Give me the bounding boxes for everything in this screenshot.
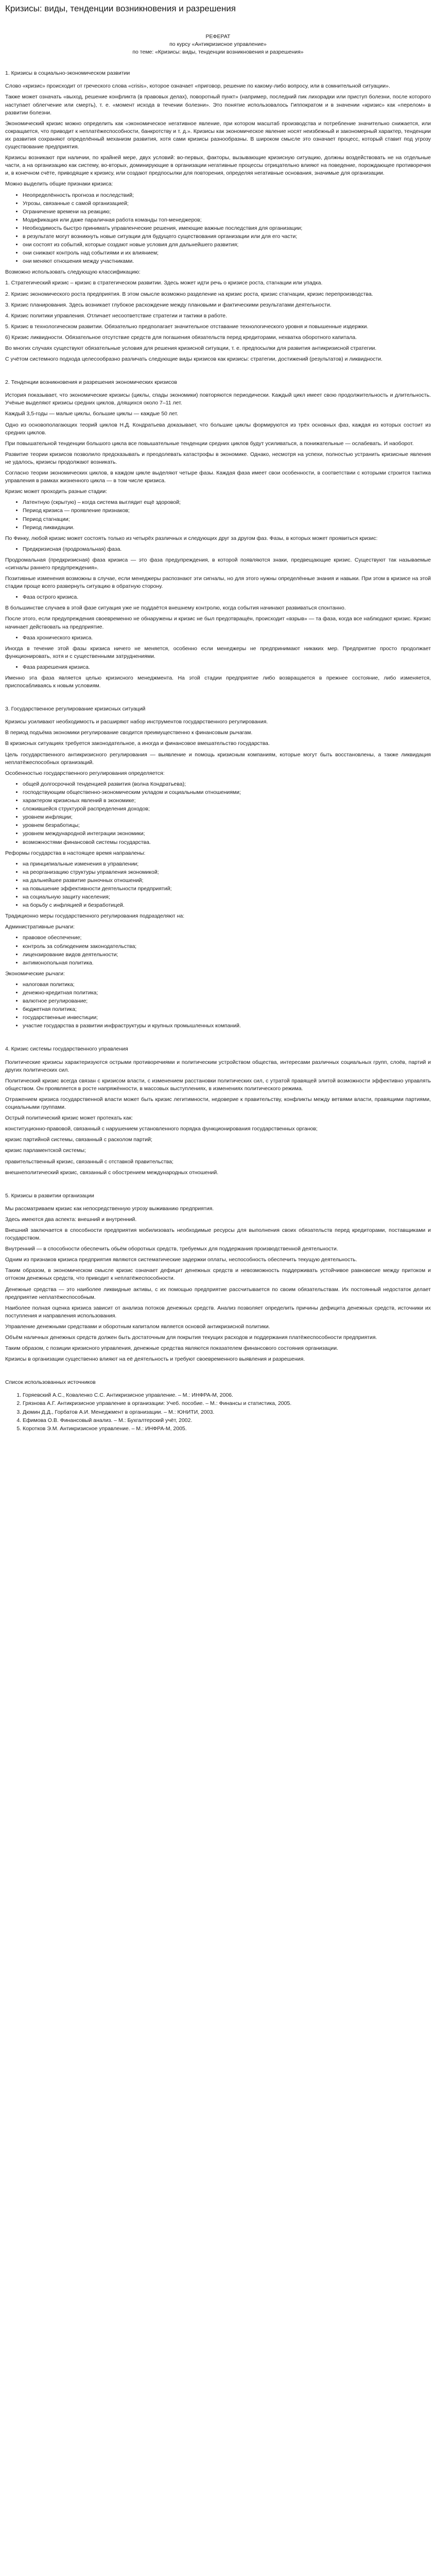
list-item: • Период кризиса — проявление признаков; bbox=[23, 507, 431, 515]
list-item: • Период стагнации; bbox=[23, 516, 431, 523]
paragraph: 3. Кризис планирования. Здесь возникает глубокое расхождение между плановыми и фактическими результатами деятельности. bbox=[5, 301, 332, 308]
list-item: • характером кризисных явлений в экономике; bbox=[23, 797, 431, 805]
list-item: • антимонопольная политика. bbox=[23, 959, 431, 967]
paragraph: В кризисных ситуациях требуется законодательное, а иногда и финансовое вмешательство государства. bbox=[5, 740, 270, 747]
bullet-list bbox=[5, 499, 431, 531]
bullet-list bbox=[5, 192, 431, 266]
list-item: • Период ликвидации. bbox=[23, 524, 431, 532]
list-item: • общей долгосрочной тенденцией развития (волна Кондратьева); bbox=[23, 781, 431, 788]
list-item: • Фаза острого кризиса. bbox=[23, 594, 431, 601]
list-item: • на социальную защиту населения; bbox=[23, 893, 431, 901]
list-item: • Модификация или даже параличная работа команды топ-менеджеров; bbox=[23, 216, 431, 224]
paragraph: 2. Кризис экономического роста предприятия. В этом смысле возможно разделение на кризис роста, кризис стагнации, кризис перепроизводства. bbox=[5, 291, 373, 297]
paragraph: правительственный кризис, связанный с отставкой правительства; bbox=[5, 1158, 173, 1165]
paragraph: Кризисы возникают при наличии, по крайней мере, двух условий: во-первых, факторы, вызывающие кризисную ситуацию, должны воздействовать не на отдельные части, а на организацию как систему, во-вторых, доминирующие в организации негативные процессы отрицательно влияют на поведение, порождающее противоречия и, в конечном счёте, приводящие к кризису, или создают предпосылки для повторения, определяя негативные основания, значимые для организации. bbox=[5, 155, 431, 177]
bullet-list bbox=[5, 781, 431, 846]
paragraph: Таким образом, в экономическом смысле кризис означает дефицит денежных средств и невозможность поддерживать устойчивое равновесие между притоком и оттоком денежных средств, что приводит к неплатёжеспособности. bbox=[5, 1267, 431, 1282]
list-item: • Предкризисная (продромальная) фаза. bbox=[23, 546, 431, 553]
list-item: • Неопределённость прогноза и последствий; bbox=[23, 192, 431, 199]
list-item: • налоговая политика; bbox=[23, 981, 431, 989]
list-item: • на дальнейшее развитие рыночных отношений; bbox=[23, 877, 431, 885]
paragraph: Кризис может проходить разные стадии: bbox=[5, 488, 108, 495]
list-item: • возможностями финансовой системы государства. bbox=[23, 839, 431, 846]
list-item: • на повышение эффективности деятельности предприятий; bbox=[23, 885, 431, 893]
list-item: • уровнем безработицы; bbox=[23, 822, 431, 829]
list-item: • валютное регулирование; bbox=[23, 997, 431, 1005]
list-item: • денежно-кредитная политика; bbox=[23, 989, 431, 997]
reference-item: 2. Грязнова А.Г. Антикризисное управление в организации: Учеб. пособие. – М.: Финансы и статистика, 2005. bbox=[23, 1400, 431, 1408]
references-heading: Список использованных источников bbox=[5, 1379, 96, 1386]
paragraph: Особенностью государственного регулирования определяется: bbox=[5, 770, 165, 776]
paragraph: Экономический кризис можно определить как «экономическое негативное явление, при котором масштаб производства и потребление значительно снижается, или сокращается, что приводит к неплатёжеспособности, банкротству и т. д.». Кризисы как экономическое явление носят неизбежный и закономерный характер, тенденции их развития сохраняют определённый механизм развития, хотя сами кризисы разнообразны. В широком смысле это означает процесс, который ставит под угрозу существование предприятия. bbox=[5, 120, 431, 150]
list-item: • уровнем международной интеграции экономики; bbox=[23, 830, 431, 838]
paragraph: Административные рычаги: bbox=[5, 924, 75, 930]
list-item: • они меняют отношения между участниками. bbox=[23, 258, 431, 265]
paragraph: Наиболее полная оценка кризиса зависит от анализа потоков денежных средств. Анализ позволяет определить причины дефицита денежных средств, источники их поступления и направления использования. bbox=[5, 1304, 431, 1319]
document-type: РЕФЕРАТ bbox=[205, 33, 231, 40]
paragraph: Традиционно меры государственного регулирования подразделяют на: bbox=[5, 913, 185, 920]
list-item: • господствующим общественно-экономическим укладом и социальными отношениями; bbox=[23, 789, 431, 796]
paragraph: В большинстве случаев в этой фазе ситуация уже не поддаётся внешнему контролю, когда события начинают развиваться спонтанно. bbox=[5, 605, 346, 612]
bullet-list bbox=[5, 664, 431, 671]
paragraph: Реформы государства в настоящее время направлены: bbox=[5, 850, 146, 856]
paragraph: Цель государственного антикризисного регулирования — выявление и помощь кризисным компаниям, которые могут быть восстановлены, а также ликвидация неплатёжеспособных организаций. bbox=[5, 751, 431, 766]
paragraph: Острый политический кризис может протекать как: bbox=[5, 1115, 133, 1122]
list-item: • они состоят из событий, которые создают новые условия для дальнейшего развития; bbox=[23, 241, 431, 249]
paragraph: 5. Кризис в технологическом развитии. Обязательно предполагает значительное отставание технологического уровня и повышенные издержки. bbox=[5, 323, 369, 330]
bullet-list bbox=[5, 546, 431, 553]
paragraph: Развитие теории кризисов позволило предсказывать и преодолевать катастрофы в экономике. Однако, несмотря на успехи, полностью устранить кризисные явления не удалось, кризисы продолжают возникать. bbox=[5, 451, 431, 465]
paragraph: Одним из признаков кризиса предприятия являются систематические задержки оплаты, неспособность обеспечить текущую деятельность. bbox=[5, 1257, 357, 1263]
paragraph: 1. Стратегический кризис – кризис в стратегическом развитии. Здесь может идти речь о кризисе роста, стагнации или упадка. bbox=[5, 280, 323, 286]
paragraph: кризис парламентской системы; bbox=[5, 1147, 86, 1154]
list-item: • бюджетная политика; bbox=[23, 1006, 431, 1013]
paragraph: Денежные средства — это наиболее ликвидные активы, с их помощью предприятие рассчитывается по своим обязательствам. Их постоянный недостаток делает предприятие неплатёжеспособным. bbox=[5, 1286, 431, 1300]
paragraph: Возможно использовать следующую классификацию: bbox=[5, 269, 141, 276]
bullet-list bbox=[5, 981, 431, 1030]
paragraph: Именно эта фаза является целью кризисного менеджмента. На этой стадии предприятие либо возвращается в прежнее состояние, либо изменяется, приспосабливаясь к новым условиям. bbox=[5, 675, 431, 689]
paragraph: После этого, если предупреждения своевременно не обнаружены и кризис не был предотвращён, происходит «взрыв» — та фаза, когда все наблюдают кризис. Кризис начинает действовать на предприятие. bbox=[5, 616, 431, 630]
paragraph: Таким образом, с позиции кризисного управления, денежные средства являются показателем финансового состояния организации. bbox=[5, 1345, 338, 1352]
paragraph: Во многих случаях существуют обязательные условия для решения кризисной ситуации, т. е. предпосылки для развития антикризисной стратегии. bbox=[5, 345, 377, 351]
paragraph: История показывает, что экономические кризисы (циклы, спады экономики) повторяются периодически. Каждый цикл имеет свою продолжительность и длительность. Учёные выделяют кризисы средних циклов, длящихся около 7–11 лет. bbox=[5, 392, 431, 406]
list-item: • они снижают контроль над событиями и их влиянием; bbox=[23, 249, 431, 257]
reference-item: 5. Коротков Э.М. Антикризисное управление. – М.: ИНФРА-М, 2005. bbox=[23, 1425, 431, 1433]
paragraph: Отражением кризиса государственной власти может быть кризис легитимности, недоверие к правительству, конфликты между ветвями власти, правящими партиями, социальными группами. bbox=[5, 1096, 431, 1111]
paragraph: Позитивные изменения возможны в случае, если менеджеры распознают эти сигналы, но для этого нужны определённые знания и навыки. При этом в кризисе на этой стадии проще всего развернуть ситуацию в обратную сторону. bbox=[5, 575, 431, 590]
paragraph: В период подъёма экономики регулирование сводится преимущественно к финансовым рычагам. bbox=[5, 730, 253, 736]
references-list bbox=[5, 1392, 431, 1432]
document-course: по курсу «Антикризисное управление» bbox=[169, 41, 267, 48]
section-heading: 5. Кризисы в развитии организации bbox=[5, 1192, 94, 1199]
bullet-list bbox=[5, 934, 431, 967]
bullet-list bbox=[5, 634, 431, 642]
section-heading: 1. Кризисы в социально-экономическом развитии bbox=[5, 70, 130, 77]
paragraph: Каждый 3,5-годы — малые циклы, большие циклы — каждые 50 лет. bbox=[5, 411, 179, 417]
paragraph: Мы рассматриваем кризис как непосредственную угрозу выживанию предприятия. bbox=[5, 1205, 214, 1212]
paragraph: Также может означать «выход, решение конфликта (в правовых делах), поворотный пункт» (например, последний пик лихорадки или приступ болезни, после которого наступает облегчение или смерть), т. е. «момент исхода в течении болезни». Это понятие использовалось Гиппократом и в значении «кризис» как «перелом» в развитии болезни. bbox=[5, 94, 431, 116]
list-item: • Фаза хронического кризиса. bbox=[23, 634, 431, 642]
paragraph: По Финку, любой кризис может состоять только из четырёх различных и следующих друг за другом фаз. Фазы, в которых может проявиться кризис: bbox=[5, 535, 378, 541]
list-item: • на борьбу с инфляцией и безработицей. bbox=[23, 902, 431, 909]
paragraph: Согласно теории экономических циклов, в каждом цикле выделяют четыре фазы. Каждая фаза имеет свои особенности, в соответствии с которыми строится тактика управления в рамках жизненного цикла — в том числе кризиса. bbox=[5, 470, 431, 484]
paragraph: Объём наличных денежных средств должен быть достаточным для покрытия текущих расходов и поддержания платёжеспособности предприятия. bbox=[5, 1334, 377, 1341]
paragraph: Внутренний — в способности обеспечить обьём оборотных средств, требуемых для поддержания производственной деятельности. bbox=[5, 1246, 338, 1252]
bullet-list bbox=[5, 594, 431, 601]
paragraph: кризис партийной системы, связанный с расколом партий; bbox=[5, 1137, 152, 1143]
paragraph: С учётом системного подхода целесообразно различать следующие виды кризисов как кризисы: стратегии, достижений (результатов) и ликвидности. bbox=[5, 356, 383, 363]
paragraph: При повышательной тенденции большого цикла все повышательные тенденции средних циклов будут усиливаться, а понижательные — ослабевать. И наоборот. bbox=[5, 440, 414, 447]
paragraph: Кризисы в организации существенно влияют на её деятельность и требуют своевременного выявления и разрешения. bbox=[5, 1356, 305, 1363]
paragraph: 6) Кризис ликвидности. Обязательное отсутствие средств для погашения обязательств перед кредиторами, нехватка оборотного капитала. bbox=[5, 334, 357, 341]
paragraph: Кризисы усиливают необходимость и расширяют набор инструментов государственного регулирования. bbox=[5, 719, 268, 725]
page-title: Кризисы: виды, тенденции возникновения и разрешения bbox=[5, 4, 236, 13]
section-heading: 2. Тенденции возникновения и разрешения экономических кризисов bbox=[5, 379, 177, 386]
paragraph: конституционно-правовой, связанный с нарушением установленного порядка функционирования государственных органов; bbox=[5, 1126, 318, 1132]
list-item: • уровнем инфляции; bbox=[23, 814, 431, 821]
paragraph: Политические кризисы характеризуются острыми противоречиями и политическим устройством общества, интересами различных социальных групп, слоёв, партий и других политических сил. bbox=[5, 1059, 431, 1073]
section-heading: 3. Государственное регулирование кризисных ситуаций bbox=[5, 706, 146, 713]
list-item: • лицензирование видов деятельности; bbox=[23, 951, 431, 959]
list-item: • правовое обеспечение; bbox=[23, 934, 431, 942]
list-item: • контроль за соблюдением законодательства; bbox=[23, 943, 431, 951]
list-item: • Ограничение времени на реакцию; bbox=[23, 208, 431, 216]
paragraph: 4. Кризис политики управления. Отличает несоответствие стратегии и тактики в работе. bbox=[5, 312, 228, 319]
paragraph: Внешний заключается в способности предприятия мобилизовать необходимые ресурсы для выполнения своих обязательств перед кредиторами, поставщиками и государством. bbox=[5, 1227, 431, 1242]
paragraph: Управление денежными средствами и оборотным капиталом является основой антикризисной политики. bbox=[5, 1323, 270, 1330]
list-item: • участие государства в развитии инфраструктуры и крупных промышленных компаний. bbox=[23, 1022, 431, 1030]
reference-item: 3. Дюмин Д.Д., Горбатов А.И. Менеджмент в организации. – М.: ЮНИТИ, 2003. bbox=[23, 1409, 431, 1416]
list-item: • в результате могут возникнуть новые ситуации для будущего существования организации или для его части; bbox=[23, 233, 431, 241]
reference-item: 4. Ефимова О.В. Финансовый анализ. – М.: Бухгалтерский учёт, 2002. bbox=[23, 1417, 431, 1425]
paragraph: Здесь имеются два аспекта: внешний и внутренний. bbox=[5, 1216, 137, 1223]
list-item: • Необходимость быстро принимать управленческие решения, имеющие важные последствия для организации; bbox=[23, 225, 431, 232]
paragraph: Иногда в течение этой фазы кризиса ничего не меняется, особенно если менеджеры не предпринимают никаких мер. Предприятие просто продолжает функционировать, хотя и с существенными затруднениями. bbox=[5, 645, 431, 659]
paragraph: Продромальная (предкризисная) фаза кризиса — это фаза предупреждения, в которой появляются знаки, предвещающие кризис. Существуют так называемые «сигналы раннего предупреждения». bbox=[5, 556, 431, 571]
section-heading: 4. Кризис системы государственного управления bbox=[5, 1046, 128, 1053]
reference-item: 1. Горяевский А.С., Коваленко С.С. Антикризисное управление. – М.: ИНФРА-М, 2006. bbox=[23, 1392, 431, 1399]
document-body bbox=[5, 70, 431, 1363]
list-item: • государственные инвестиции; bbox=[23, 1014, 431, 1022]
paragraph: Слово «кризис» происходит от греческого слова «crisis», которое означает «приговор, решение по какому-либо вопросу, или в сомнительной ситуации». bbox=[5, 83, 390, 90]
bullet-list bbox=[5, 860, 431, 910]
list-item: • Угрозы, связанные с самой организацией; bbox=[23, 200, 431, 208]
list-item: • на реорганизацию структуры управления экономикой; bbox=[23, 869, 431, 876]
paragraph: Можно выделить общие признаки кризиса: bbox=[5, 181, 113, 188]
list-item: • сложившейся структурой распределения доходов; bbox=[23, 805, 431, 813]
list-item: • Латентную (скрытую) – когда система выглядит ещё здоровой; bbox=[23, 499, 431, 506]
paragraph: Одно из основополагающих теорий циклов Н.Д. Кондратьева доказывает, что большие циклы формируются из трёх основных фаз, каждая из которых состоит из средних циклов. bbox=[5, 421, 431, 436]
paragraph: внешнеполитический кризис, связанный с обострением международных отношений. bbox=[5, 1169, 219, 1176]
document-topic: по теме: «Кризисы: виды, тенденции возникновения и разрешения» bbox=[132, 49, 304, 56]
paragraph: Экономические рычаги: bbox=[5, 970, 65, 977]
paragraph: Политический кризис всегда связан с кризисом власти, с изменением расстановки политических сил, с утратой правящей элитой возможности эффективно управлять обществом. Он проявляется в росте напряжённости, в массовых выступлениях, в изменениях политического режима. bbox=[5, 1077, 431, 1092]
list-item: • Фаза разрешения кризиса. bbox=[23, 664, 431, 671]
list-item: • на принципиальные изменения в управлении; bbox=[23, 860, 431, 868]
